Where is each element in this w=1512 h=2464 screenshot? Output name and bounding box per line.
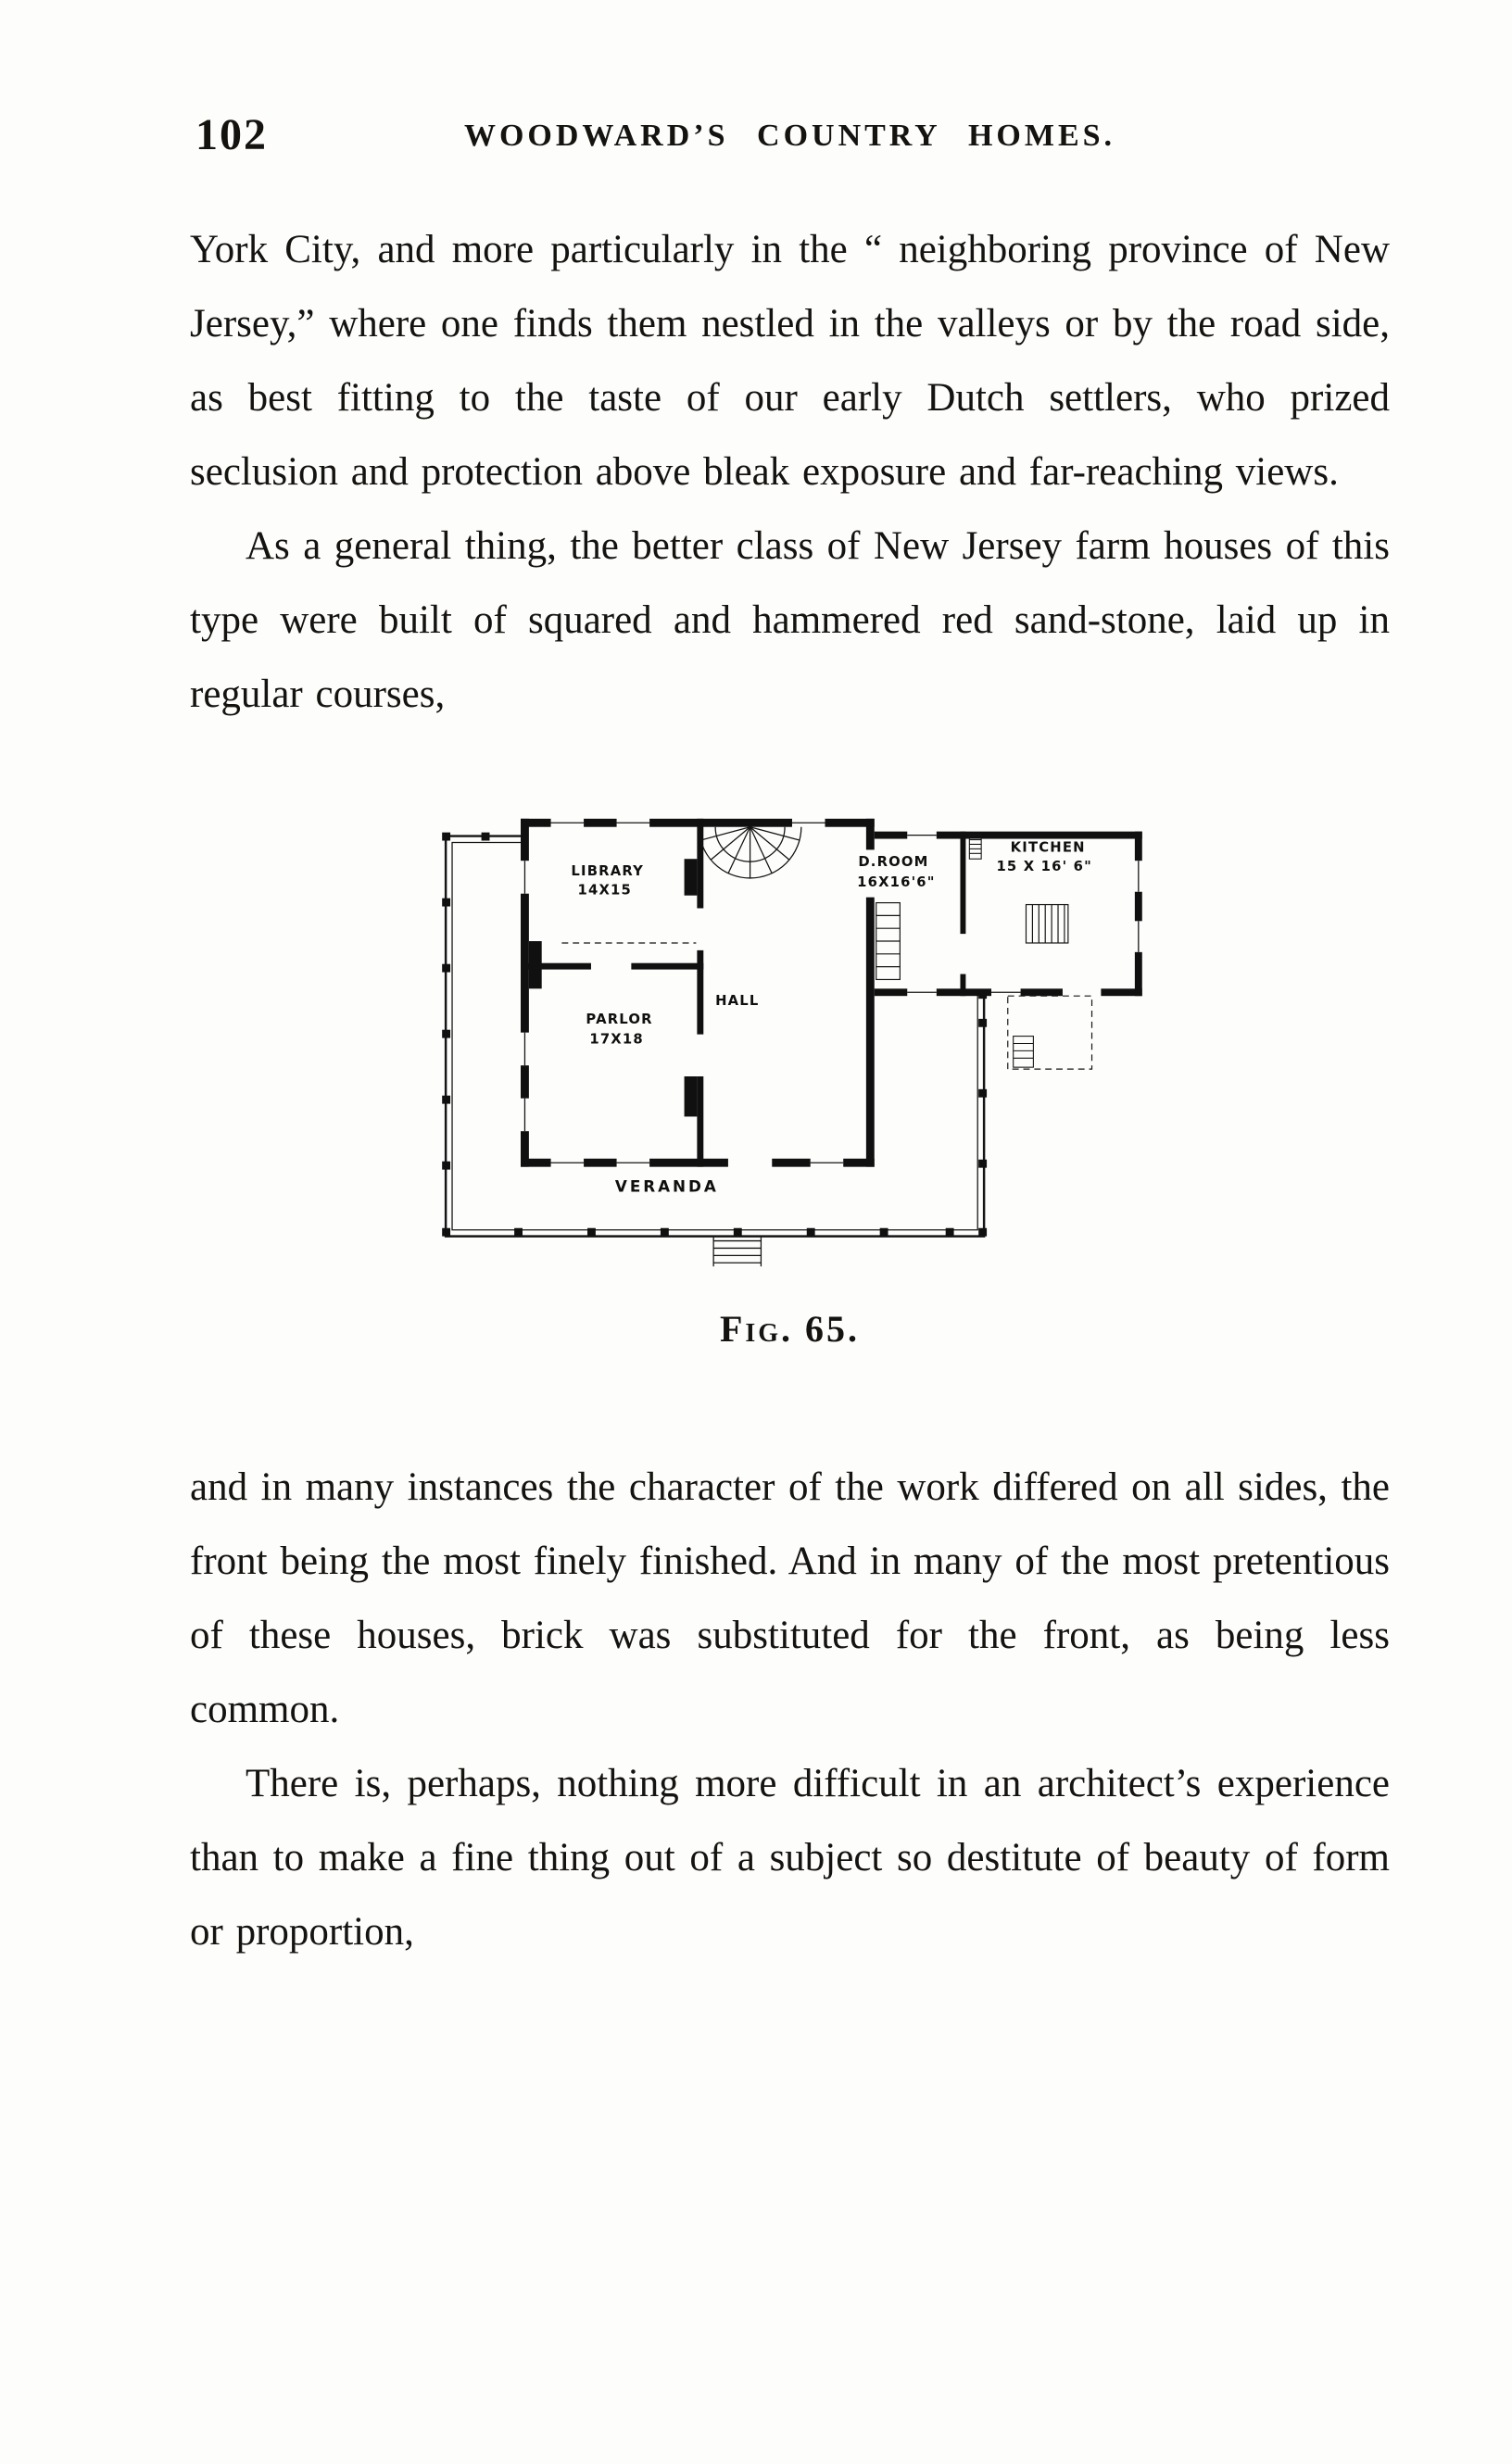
page-number: 102 [195,110,268,159]
room-size-kitchen: 15 X 16' 6" [995,859,1092,875]
back-porch [1007,996,1091,1069]
room-label-hall: HALL [714,993,759,1010]
paragraph-3: and in many instances the character of the work differed on all sides, the front being the most finely finished. And in many of the most pretentious of these houses, brick was substituted for the front, as being less common. [190,1465,1390,1731]
running-title: WOODWARD’S COUNTRY HOMES. [463,119,1116,153]
figure-caption: Fig. 65. [719,1308,861,1350]
kitchen-stair [1026,905,1067,943]
room-label-dining: D.ROOM [857,854,929,871]
floor-plan-figure [190,808,1390,1351]
door-openings [590,849,1100,1167]
text-column [190,109,1390,1969]
paragraph-2: As a general thing, the better class of New Jersey farm houses of this type were built of squared and hammered red sand-stone, laid up in regular courses, [190,524,1390,716]
room-size-parlor: 17X18 [588,1031,644,1048]
room-label-veranda: VERANDA [614,1176,719,1196]
room-size-library: 14X15 [577,882,632,899]
floor-plan-drawing [434,808,1147,1278]
room-label-library: LIBRARY [570,862,644,879]
room-label-parlor: PARLOR [585,1011,653,1027]
front-steps [713,1238,761,1267]
room-label-kitchen: KITCHEN [1010,839,1086,856]
room-size-dining: 16X16'6" [856,874,936,890]
paragraph-1: York City, and more particularly in the “ neighboring province of New Jersey,” where one finds them nestled in the valleys or by the road side, as best fitting to the taste of our early Dutch settlers, who prized seclusion and protection above bleak exposure and far-reaching views. [190,228,1390,494]
page-header [190,109,1390,178]
passage-stair [876,903,900,980]
paragraph-4: There is, perhaps, nothing more difficult in an architect’s experience than to make a fine thing out of a subject so destitute of beauty of form or proportion, [190,1762,1390,1954]
main-stair [699,827,800,878]
